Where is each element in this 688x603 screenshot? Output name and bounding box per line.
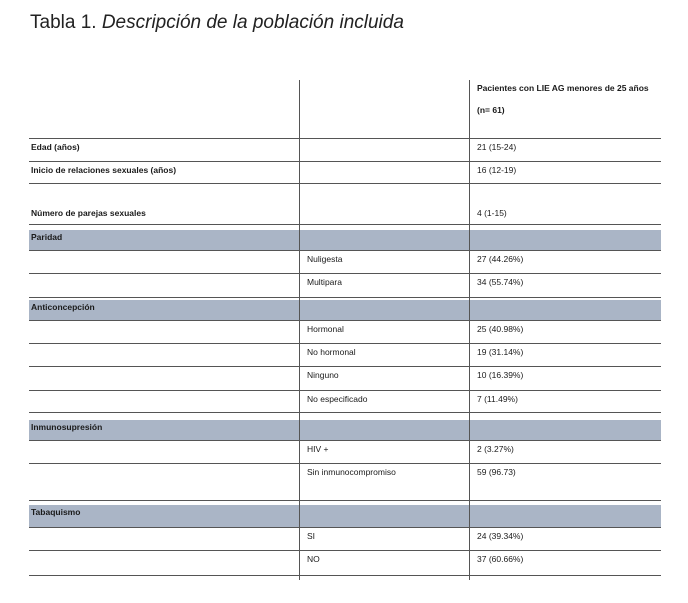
row-border (29, 575, 661, 576)
table-row (29, 300, 661, 321)
row-label: Anticoncepción (31, 302, 95, 312)
row-border (29, 297, 661, 298)
row-value: 21 (15-24) (477, 142, 517, 152)
row-category: Ninguno (307, 370, 339, 380)
table-row (29, 345, 661, 367)
row-border (29, 527, 661, 528)
column-divider-2 (469, 80, 470, 580)
row-border (29, 440, 661, 441)
row-border (29, 343, 661, 344)
row-category: No especificado (307, 394, 368, 404)
table-row (29, 206, 661, 225)
row-value: 7 (11.49%) (477, 394, 518, 404)
row-value: 27 (44.26%) (477, 254, 524, 264)
row-category: HIV + (307, 444, 329, 454)
row-border (29, 273, 661, 274)
table-row (29, 140, 661, 162)
table-caption: Descripción de la población incluida (101, 12, 404, 33)
row-category: Multipara (307, 277, 342, 287)
row-label: Edad (años) (31, 142, 80, 152)
row-category: No hormonal (307, 347, 356, 357)
table-title (30, 12, 404, 34)
header-line-2: (n= 61) (477, 105, 505, 115)
row-category: Nuligesta (307, 254, 343, 264)
row-border (29, 500, 661, 501)
header-line-1: Pacientes con LIE AG menores de 25 años (477, 83, 649, 93)
row-label: Número de parejas sexuales (31, 208, 146, 218)
row-border (29, 550, 661, 551)
row-value: 34 (55.74%) (477, 277, 524, 287)
row-border (29, 366, 661, 367)
row-value: 2 (3.27%) (477, 444, 514, 454)
table-row (29, 420, 661, 441)
table-row (29, 230, 661, 251)
row-border (29, 183, 661, 184)
row-value: 24 (39.34%) (477, 531, 524, 541)
section-shading (29, 505, 661, 527)
row-value: 4 (1-15) (477, 208, 507, 218)
table-row (29, 322, 661, 344)
section-shading (29, 420, 661, 440)
table-row (29, 163, 661, 184)
row-value: 59 (96.73) (477, 467, 516, 477)
row-category: Hormonal (307, 324, 344, 334)
row-value: 16 (12-19) (477, 165, 517, 175)
table-row (29, 505, 661, 528)
row-border (29, 161, 661, 162)
row-value: 19 (31.14%) (477, 347, 524, 357)
row-border (29, 138, 661, 139)
section-shading (29, 230, 661, 250)
row-border (29, 463, 661, 464)
table-row (29, 529, 661, 551)
row-label: Inmunosupresión (31, 422, 103, 432)
row-value: 10 (16.39%) (477, 370, 524, 380)
table-row (29, 392, 661, 413)
population-table (29, 80, 661, 580)
row-value: 25 (40.98%) (477, 324, 524, 334)
row-category: NO (307, 554, 320, 564)
column-divider-1 (299, 80, 300, 580)
table-number: Tabla 1. (30, 12, 97, 33)
row-category: Sin inmunocompromiso (307, 467, 396, 477)
row-label: Tabaquismo (31, 507, 81, 517)
row-value: 37 (60.66%) (477, 554, 524, 564)
row-border (29, 224, 661, 225)
table-row (29, 552, 661, 576)
row-border (29, 412, 661, 413)
row-category: SI (307, 531, 316, 541)
table-row (29, 252, 661, 274)
row-border (29, 250, 661, 251)
row-label: Paridad (31, 232, 63, 242)
table-row (29, 465, 661, 501)
row-border (29, 390, 661, 391)
table-row (29, 275, 661, 298)
row-label: Inicio de relaciones sexuales (años) (31, 165, 177, 175)
row-border (29, 320, 661, 321)
section-shading (29, 300, 661, 320)
table-row (29, 368, 661, 391)
table-row (29, 442, 661, 464)
